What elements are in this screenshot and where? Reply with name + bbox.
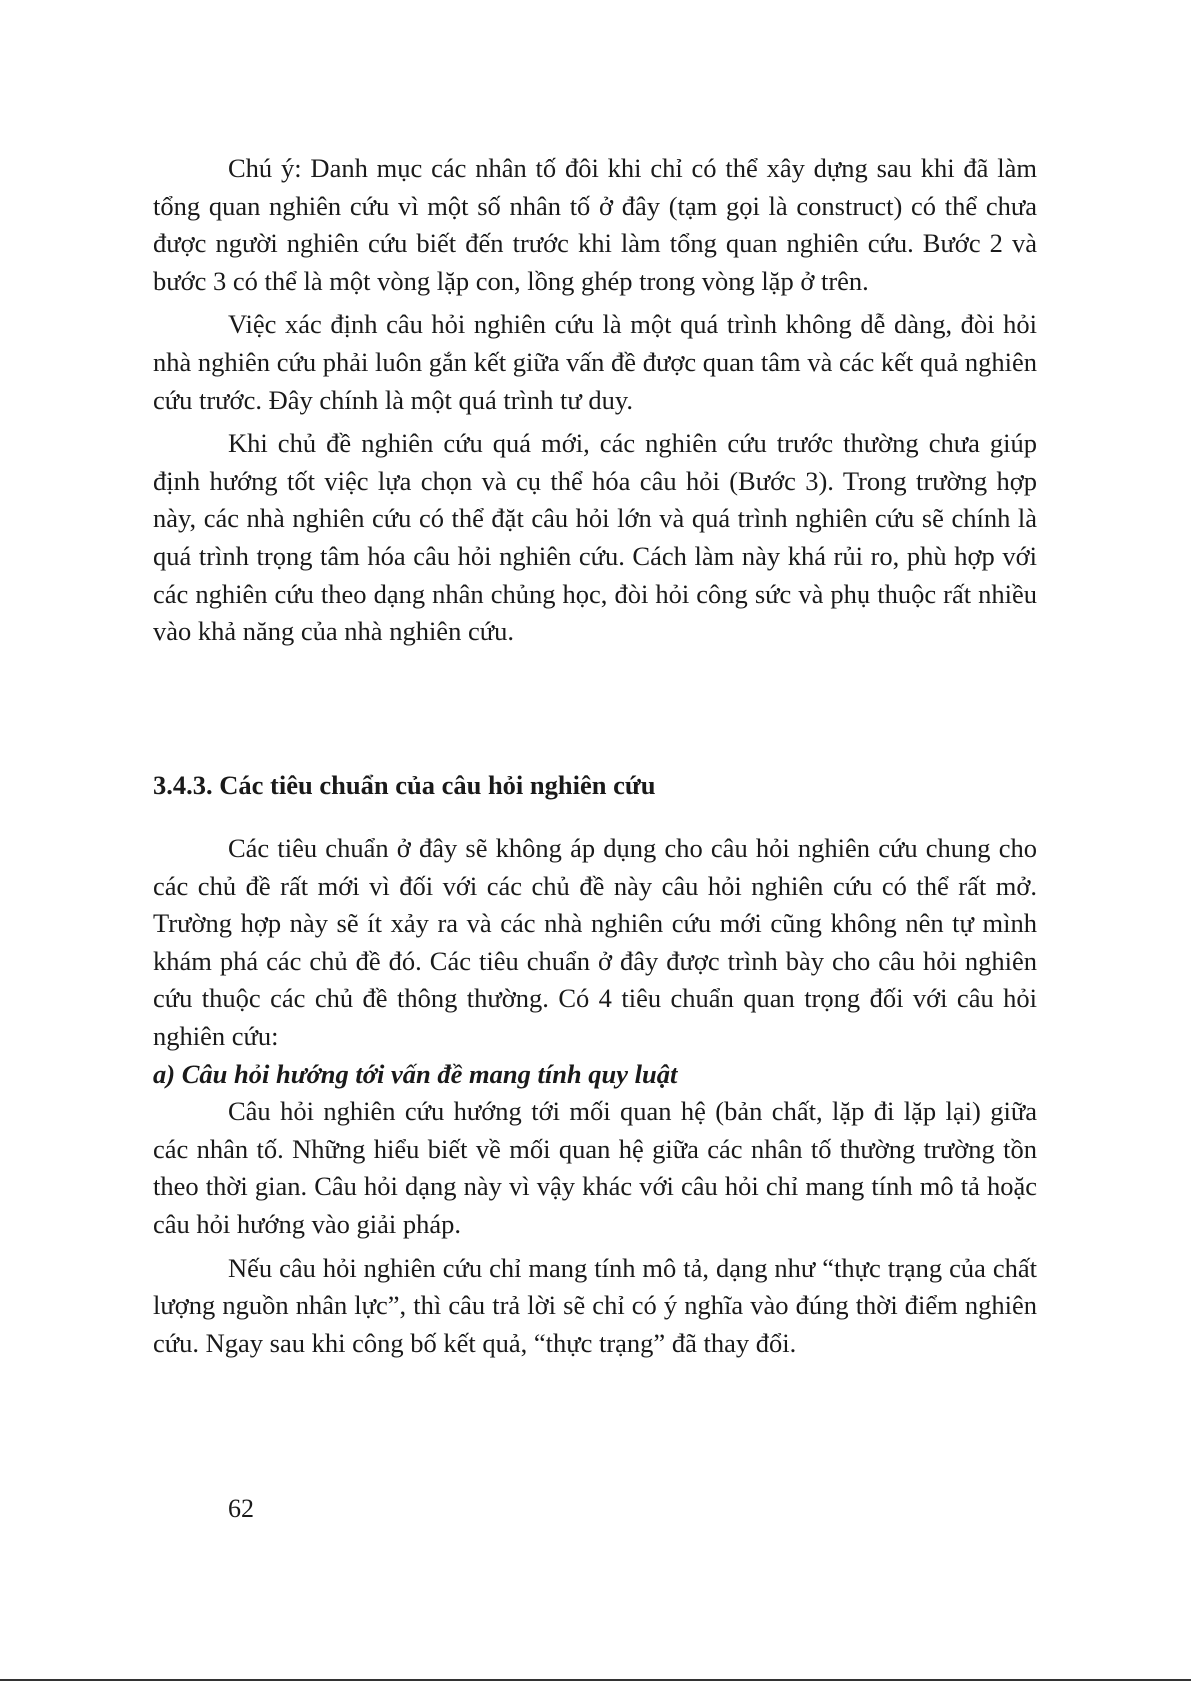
page-content — [153, 150, 1037, 1358]
page-number: 62 — [228, 1494, 254, 1523]
section-heading: 3.4.3. Các tiêu chuẩn của câu hỏi nghiên cứu — [153, 770, 656, 800]
criterion-heading: a) Câu hỏi hướng tới vấn đề mang tính quy luật — [153, 1058, 678, 1089]
section-intro-paragraph: Các tiêu chuẩn ở đây sẽ không áp dụng cho câu hỏi nghiên cứu chung cho các chủ đề rất mới vì đối với các chủ đề này câu hỏi nghiên cứu có thể rất mở. Trường hợp này sẽ ít xảy ra và các nhà nghiên cứu mới cũng không nên tự mình khám phá các chủ đề đó. Các tiêu chuẩn ở đây được trình bày cho câu hỏi nghiên cứu thuộc các chủ đề thông thường. Có 4 tiêu chuẩn quan trọng đối với câu hỏi nghiên cứu: — [153, 833, 1037, 1051]
body-paragraph: Câu hỏi nghiên cứu hướng tới mối quan hệ (bản chất, lặp đi lặp lại) giữa các nhân tố. Những hiểu biết về mối quan hệ giữa các nhân tố thường trường tồn theo thời gian. Câu hỏi dạng này vì vậy khác với câu hỏi chỉ mang tính mô tả hoặc câu hỏi hướng vào giải pháp. — [153, 1096, 1037, 1239]
body-paragraph: Việc xác định câu hỏi nghiên cứu là một quá trình không dễ dàng, đòi hỏi nhà nghiên cứu phải luôn gắn kết giữa vấn đề được quan tâm và các kết quả nghiên cứu trước. Đây chính là một quá trình tư duy. — [153, 309, 1037, 415]
body-paragraph: Nếu câu hỏi nghiên cứu chỉ mang tính mô tả, dạng như “thực trạng của chất lượng nguồn nhân lực”, thì câu trả lời sẽ chỉ có ý nghĩa vào đúng thời điểm nghiên cứu. Ngay sau khi công bố kết quả, “thực trạng” đã thay đổi. — [153, 1252, 1037, 1358]
section-body — [153, 830, 1037, 1362]
body-paragraph: Chú ý: Danh mục các nhân tố đôi khi chỉ có thể xây dựng sau khi đã làm tổng quan nghiên cứu vì một số nhân tố ở đây (tạm gọi là construct) có thể chưa được người nghiên cứu biết đến trước khi làm tổng quan nghiên cứu. Bước 2 và bước 3 có thể là một vòng lặp con, lồng ghép trong vòng lặp ở trên. — [153, 153, 1037, 296]
body-paragraph: Khi chủ đề nghiên cứu quá mới, các nghiên cứu trước thường chưa giúp định hướng tốt việc lựa chọn và cụ thể hóa câu hỏi (Bước 3). Trong trường hợp này, các nhà nghiên cứu có thể đặt câu hỏi lớn và quá trình nghiên cứu sẽ chính là quá trình trọng tâm hóa câu hỏi nghiên cứu. Cách làm này khá rủi ro, phù hợp với các nghiên cứu theo dạng nhân chủng học, đòi hỏi công sức và phụ thuộc rất nhiều vào khả năng của nhà nghiên cứu. — [153, 428, 1037, 647]
bottom-edge-rule — [0, 1679, 1191, 1681]
